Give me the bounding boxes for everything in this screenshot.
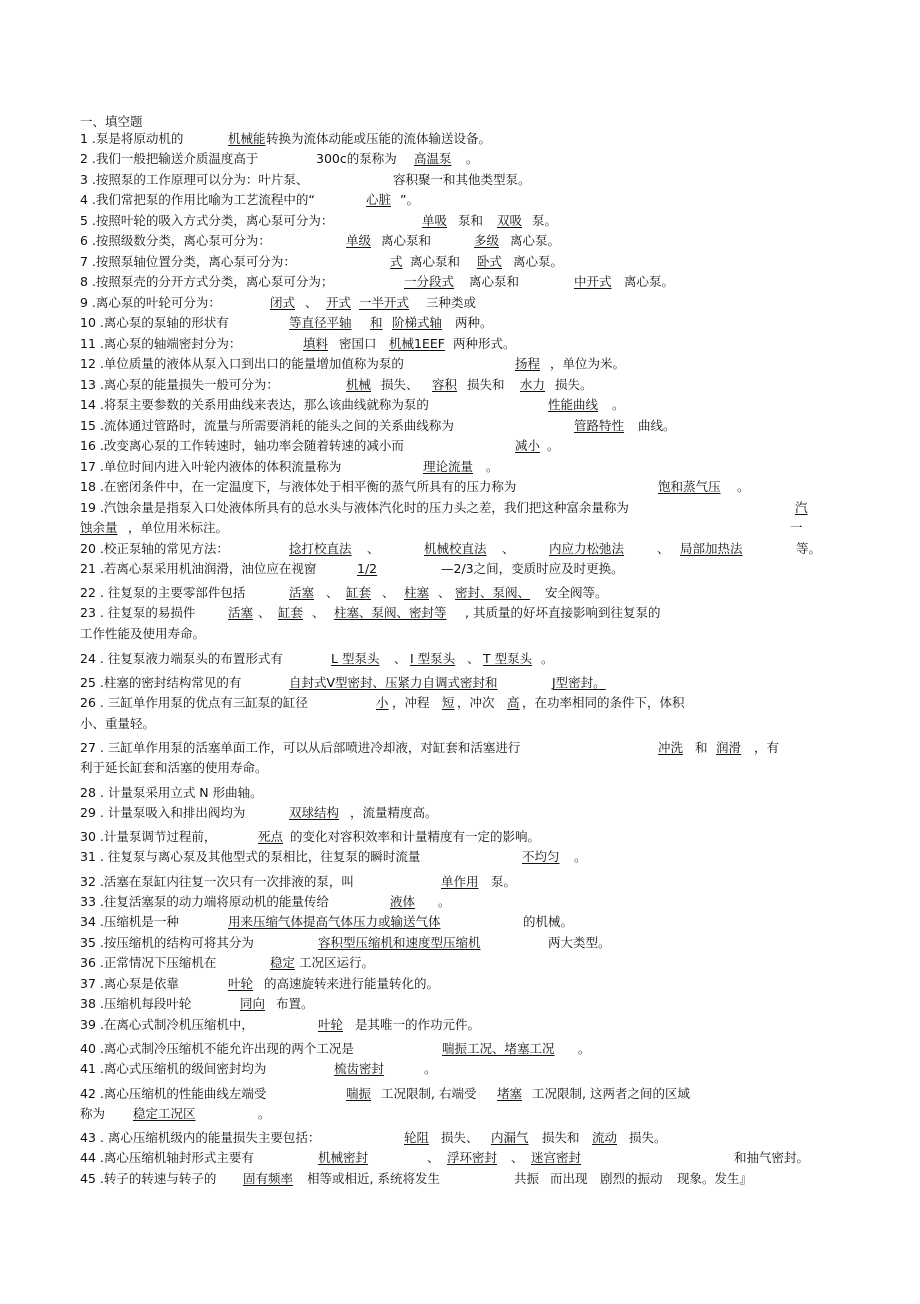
question-text: 26 . 三缸单作用泵的优点有三缸泵的缸径 <box>80 695 308 710</box>
question-text: 25 .柱塞的密封结构常见的有 <box>80 675 242 690</box>
question-text: 、 <box>502 541 515 556</box>
blank-answer: 内漏气 <box>491 1130 529 1145</box>
blank-answer: 内应力松弛法 <box>549 541 625 556</box>
question-text: 9 .离心泵的叶轮可分为： <box>80 295 221 310</box>
blank-answer: 水力 <box>520 377 546 392</box>
question-text: 损失、 <box>441 1130 479 1145</box>
question-line <box>0 334 920 354</box>
question-text: 、 <box>367 541 380 556</box>
question-text: 16 .改变离心泵的工作转速时，轴功率会随着转速的减小而 <box>80 438 404 453</box>
question-text: 。 <box>438 894 451 909</box>
blank-answer: 梳齿密封 <box>334 1061 385 1076</box>
question-text: 、 <box>427 1150 440 1165</box>
question-line <box>0 477 920 497</box>
blank-answer: 同向 <box>240 996 266 1011</box>
question-text: 的高速旋转来进行能量转化的。 <box>264 976 440 991</box>
question-line <box>0 1128 920 1148</box>
question-text: 共振 <box>514 1171 540 1186</box>
question-text: 两大类型。 <box>548 935 611 950</box>
question-text: 、 <box>305 295 318 310</box>
question-text: ，冲次 <box>457 695 495 710</box>
blank-answer: 缸套 <box>278 605 304 620</box>
question-text: 两种形式。 <box>453 336 516 351</box>
blank-answer: 轮阻 <box>404 1130 430 1145</box>
blank-answer: 扬程 <box>515 356 541 371</box>
question-line <box>0 974 920 994</box>
question-line <box>0 1169 920 1189</box>
blank-answer: 叶轮 <box>228 976 254 991</box>
blank-answer: 单吸 <box>422 213 448 228</box>
question-text: 1 .泵是将原动机的 <box>80 131 184 146</box>
question-line <box>0 518 920 538</box>
section-title-text: 一、填空题 <box>80 114 143 129</box>
blank-answer: 机械能 <box>228 131 266 146</box>
blank-answer: 等直径平轴 <box>289 315 352 330</box>
blank-answer: 浮环密封 <box>447 1150 498 1165</box>
question-text: 泵和 <box>458 213 484 228</box>
question-text: 3 .按照泵的工作原理可以分为：叶片泵、 <box>80 172 309 187</box>
blank-answer: 一半开式 <box>359 295 410 310</box>
question-text: 小、重量轻。 <box>80 716 156 731</box>
question-text: 利于延长缸套和活塞的使用寿命。 <box>80 760 268 775</box>
question-line <box>0 953 920 973</box>
blank-answer: 死点 <box>258 829 284 844</box>
question-line <box>0 912 920 932</box>
question-text: 37 .离心泵是依靠 <box>80 976 179 991</box>
question-text: 42 .离心压缩机的性能曲线左端受 <box>80 1086 267 1101</box>
question-text: 称为 <box>80 1106 106 1121</box>
question-text: 36 .正常情况下压缩机在 <box>80 955 217 970</box>
question-text: 、 <box>312 605 325 620</box>
question-text: 40 .离心式制冷压缩机不能允许出现的两个工况是 <box>80 1041 354 1056</box>
question-line <box>0 129 920 149</box>
blank-answer: 流动 <box>592 1130 618 1145</box>
question-text: 。 <box>424 1061 437 1076</box>
question-text: ”。 <box>400 192 419 207</box>
question-line <box>0 211 920 231</box>
blank-answer: 容积 <box>432 377 458 392</box>
question-line <box>0 872 920 892</box>
question-text: 21 .若离心泵采用机油润滑，油位应在视窗 <box>80 561 317 576</box>
question-text: 的变化对容积效率和计量精度有一定的影响。 <box>290 829 541 844</box>
blank-answer: 双球结构 <box>289 805 340 820</box>
question-text: 、 <box>394 651 407 666</box>
question-text: 是其唯一的作功元件。 <box>355 1017 481 1032</box>
question-text: 4 .我们常把泵的作用比喻为工艺流程中的“ <box>80 192 315 207</box>
blank-answer: I 型泵头 <box>410 651 456 666</box>
blank-answer: 机械 <box>346 377 372 392</box>
question-text: 32 .活塞在泵缸内往复一次只有一次排液的泵，叫 <box>80 874 354 889</box>
question-line <box>0 416 920 436</box>
blank-answer: 冲洗 <box>658 740 684 755</box>
blank-answer: 稳定 <box>270 955 296 970</box>
blank-answer: 稳定工况区 <box>133 1106 196 1121</box>
question-text: 19 .汽蚀余量是指泵入口处液体所具有的总水头与液体汽化时的压力头之差，我们把这种富余量称为 <box>80 500 629 515</box>
question-line <box>0 395 920 415</box>
question-text: 安全阀等。 <box>545 585 608 600</box>
blank-answer: 填料 <box>303 336 329 351</box>
question-line <box>0 583 920 603</box>
question-text: 转换为流体动能或压能的流体输送设备。 <box>266 131 492 146</box>
blank-answer: 机械校直法 <box>424 541 487 556</box>
blank-answer: 短 <box>442 695 455 710</box>
question-text: 。 <box>574 849 587 864</box>
question-text: 、 <box>657 541 670 556</box>
blank-answer: 局部加热法 <box>680 541 743 556</box>
question-text: 34 .压缩机是一种 <box>80 914 179 929</box>
question-text: 、 <box>326 585 339 600</box>
question-line <box>0 559 920 579</box>
question-text: 离心泵。 <box>510 233 561 248</box>
question-text: 工作性能及使用寿命。 <box>80 626 206 641</box>
question-text: 等。 <box>796 541 822 556</box>
question-text: 10 .离心泵的泵轴的形状有 <box>80 315 229 330</box>
question-text: 损失和 <box>542 1130 580 1145</box>
question-text: 三种类或 <box>426 295 477 310</box>
question-text: 的机械。 <box>523 914 574 929</box>
question-text: 7 .按照泵轴位置分类，离心泵可分为： <box>80 254 296 269</box>
question-line <box>0 758 920 778</box>
question-text: 离心泵和 <box>410 254 461 269</box>
question-line <box>0 1059 920 1079</box>
blank-answer: 柱塞、泵阀、密封等 <box>334 605 447 620</box>
question-text: 11 .离心泵的轴端密封分为： <box>80 336 242 351</box>
question-text: 30 .计量泵调节过程前， <box>80 829 217 844</box>
question-text: ，单位用米标注。 <box>128 520 229 535</box>
blank-answer: 开式 <box>326 295 352 310</box>
question-text: 8 .按照泵壳的分开方式分类，离心泵可分为； <box>80 274 334 289</box>
blank-answer: 高温泵 <box>414 151 452 166</box>
question-text: 6 .按照级数分类，离心泵可分为： <box>80 233 271 248</box>
question-text: 23 . 往复泵的易损件 <box>80 605 196 620</box>
question-text: 33 .往复活塞泵的动力端将原动机的能量传给 <box>80 894 329 909</box>
question-line <box>0 803 920 823</box>
question-line <box>0 892 920 912</box>
question-text: 18 .在密闭条件中，在一定温度下，与液体处于相平衡的蒸气所具有的压力称为 <box>80 479 517 494</box>
blank-answer: 固有频率 <box>243 1171 294 1186</box>
question-text: 和抽气密封。 <box>734 1150 810 1165</box>
question-text: 密国口 <box>339 336 377 351</box>
question-text: 现象。发生』 <box>677 1171 753 1186</box>
blank-answer: 闭式 <box>270 295 296 310</box>
question-line <box>0 603 920 623</box>
blank-answer: 机械1EEF <box>389 336 445 351</box>
question-line <box>0 149 920 169</box>
question-text: 。 <box>541 651 554 666</box>
question-line <box>0 673 920 693</box>
blank-answer: 阶梯式轴 <box>392 315 443 330</box>
question-text: 、 <box>438 585 451 600</box>
question-text: 离心泵。 <box>513 254 564 269</box>
question-line <box>0 1039 920 1059</box>
question-line <box>0 539 920 559</box>
question-text: 20 .校正泵轴的常见方法： <box>80 541 229 556</box>
question-line <box>0 994 920 1014</box>
blank-answer: J型密封。 <box>552 675 606 690</box>
question-text: 容积聚一和其他类型泵。 <box>393 172 531 187</box>
question-line <box>0 252 920 272</box>
blank-answer: 叶轮 <box>318 1017 344 1032</box>
blank-answer: 机械密封 <box>318 1150 369 1165</box>
question-line <box>0 847 920 867</box>
question-line <box>0 457 920 477</box>
blank-answer: 饱和蒸气压 <box>658 479 721 494</box>
question-line <box>0 170 920 190</box>
blank-answer: 双吸 <box>497 213 523 228</box>
question-text: 、 <box>467 651 480 666</box>
question-line <box>0 354 920 374</box>
blank-answer: 柱塞 <box>404 585 430 600</box>
question-text: 损失、 <box>381 377 419 392</box>
question-line <box>0 272 920 292</box>
blank-answer: 喘振 <box>346 1086 372 1101</box>
question-text: 44 .离心压缩机轴封形式主要有 <box>80 1150 254 1165</box>
question-text: 损失。 <box>555 377 593 392</box>
question-line <box>0 783 920 803</box>
question-text: 离心泵。 <box>624 274 675 289</box>
blank-answer: 活塞 <box>228 605 254 620</box>
blank-answer: L 型泵头 <box>331 651 380 666</box>
blank-answer: 理论流量 <box>423 459 474 474</box>
question-text: 损失和 <box>467 377 505 392</box>
question-text: 12 .单位质量的液体从泵入口到出口的能量增加值称为泵的 <box>80 356 404 371</box>
blank-answer: 迷宫密封 <box>531 1150 582 1165</box>
question-line <box>0 436 920 456</box>
question-line <box>0 738 920 758</box>
blank-answer: 喘振工况、堵塞工况 <box>442 1041 555 1056</box>
blank-answer: 中开式 <box>574 274 612 289</box>
question-line <box>0 1148 920 1168</box>
question-text: 和 <box>695 740 708 755</box>
blank-answer: 一分段式 <box>404 274 455 289</box>
question-text: 而出现 <box>550 1171 588 1186</box>
blank-answer: 汽 <box>795 500 808 515</box>
question-line <box>0 827 920 847</box>
question-text: ，单位为米。 <box>550 356 626 371</box>
question-text: 相等或相近, 系统将发生 <box>307 1171 440 1186</box>
question-text: 、 <box>511 1150 524 1165</box>
question-text: 17 .单位时间内进入叶轮内液体的体积流量称为 <box>80 459 342 474</box>
blank-answer: 用来压缩气体提高气体压力或输送气体 <box>228 914 441 929</box>
question-text: 。 <box>486 459 499 474</box>
question-text: 35 .按压缩机的结构可将其分为 <box>80 935 254 950</box>
question-line <box>0 231 920 251</box>
blank-answer: 心脏 <box>366 192 392 207</box>
question-line <box>0 714 920 734</box>
question-line <box>0 313 920 333</box>
question-text: 。 <box>737 479 750 494</box>
question-text: 22 . 往复泵的主要零部件包括 <box>80 585 246 600</box>
question-text: 离心泵和 <box>469 274 520 289</box>
question-text: ，流量精度高。 <box>350 805 438 820</box>
question-text: 。 <box>547 438 560 453</box>
question-text: 24 . 往复泵液力端泵头的布置形式有 <box>80 651 283 666</box>
question-line <box>0 1015 920 1035</box>
blank-answer: 多级 <box>474 233 500 248</box>
question-text: 38 .压缩机每段叶轮 <box>80 996 192 1011</box>
question-text: 29 . 计量泵吸入和排出阀均为 <box>80 805 246 820</box>
question-text: 2 .我们一般把输送介质温度高于 <box>80 151 259 166</box>
question-text: 剧烈的振动 <box>600 1171 663 1186</box>
question-text: ，有 <box>754 740 780 755</box>
blank-answer: 和 <box>370 315 383 330</box>
blank-answer: 缸套 <box>346 585 372 600</box>
question-text: 39 .在离心式制冷机压缩机中， <box>80 1017 254 1032</box>
question-text: 14 .将泵主要参数的关系用曲线来表达，那么该曲线就称为泵的 <box>80 397 429 412</box>
question-text: 工况限制, 右端受 <box>381 1086 477 1101</box>
question-text: 一 <box>790 520 803 535</box>
blank-answer: 减小 <box>515 438 541 453</box>
question-text: 。 <box>258 1106 271 1121</box>
question-text: 两种。 <box>455 315 493 330</box>
question-text: 损失。 <box>629 1130 667 1145</box>
question-text: 泵。 <box>491 874 517 889</box>
question-text: —2/3之间，变质时应及时更换。 <box>441 561 624 576</box>
question-text: 45 .转子的转速与转子的 <box>80 1171 217 1186</box>
blank-answer: 性能曲线 <box>548 397 599 412</box>
question-text: 28 . 计量泵采用立式 N 形曲轴。 <box>80 785 263 800</box>
blank-answer: 容积型压缩机和速度型压缩机 <box>318 935 481 950</box>
question-line <box>0 498 920 518</box>
blank-answer: 蚀余量 <box>80 520 118 535</box>
question-line <box>0 649 920 669</box>
question-text: 布置。 <box>276 996 314 1011</box>
question-line <box>0 190 920 210</box>
blank-answer: T 型泵头 <box>483 651 533 666</box>
blank-answer: 液体 <box>390 894 416 909</box>
question-text: 、 <box>382 585 395 600</box>
question-text: 工况限制, 这两者之间的区域 <box>532 1086 690 1101</box>
blank-answer: 1/2 <box>357 561 378 576</box>
question-line <box>0 624 920 644</box>
question-text: 13 .离心泵的能量损失一般可分为： <box>80 377 279 392</box>
question-text: 300c的泵称为 <box>316 151 397 166</box>
blank-answer: 管路特性 <box>574 418 625 433</box>
question-text: 曲线。 <box>638 418 676 433</box>
question-line <box>0 375 920 395</box>
question-text: 。 <box>578 1041 591 1056</box>
blank-answer: 润滑 <box>716 740 742 755</box>
blank-answer: 活塞 <box>289 585 315 600</box>
question-text: 15 .流体通过管路时，流量与所需要消耗的能头之间的关系曲线称为 <box>80 418 454 433</box>
question-text: 泵。 <box>532 213 558 228</box>
blank-answer: 小 <box>376 695 389 710</box>
question-line <box>0 1084 920 1104</box>
question-line <box>0 1104 920 1124</box>
question-line <box>0 933 920 953</box>
question-line <box>0 693 920 713</box>
blank-answer: 单作用 <box>441 874 479 889</box>
blank-answer: 自封式V型密封、压紧力自调式密封和 <box>289 675 498 690</box>
blank-answer: 堵塞 <box>497 1086 523 1101</box>
blank-answer: 卧式 <box>477 254 503 269</box>
question-text: 27 . 三缸单作用泵的活塞单面工作，可以从后部喷进冷却液，对缸套和活塞进行 <box>80 740 521 755</box>
question-text: 41 .离心式压缩机的级间密封均为 <box>80 1061 267 1076</box>
blank-answer: 高 <box>507 695 520 710</box>
question-text: 。 <box>466 151 479 166</box>
question-text: 工况区运行。 <box>299 955 375 970</box>
blank-answer: 不均匀 <box>522 849 560 864</box>
question-text: 、 <box>258 605 271 620</box>
question-text: , 其质量的好坏直接影响到往复泵的 <box>465 605 661 620</box>
question-text: 5 .按照叶轮的吸入方式分类，离心泵可分为： <box>80 213 334 228</box>
question-text: 。 <box>612 397 625 412</box>
question-text: ，在功率相同的条件下，体积 <box>522 695 685 710</box>
question-line <box>0 293 920 313</box>
blank-answer: 密封、泵阀、 <box>455 585 531 600</box>
blank-answer: 捻打校直法 <box>289 541 352 556</box>
question-text: ，冲程 <box>392 695 430 710</box>
question-text: 离心泵和 <box>381 233 432 248</box>
blank-answer: 式 <box>390 254 403 269</box>
question-text: 31 . 往复泵与离心泵及其他型式的泵相比，往复泵的瞬时流量 <box>80 849 421 864</box>
question-text: 43 . 离心压缩机级内的能量损失主要包括： <box>80 1130 321 1145</box>
blank-answer: 单级 <box>346 233 372 248</box>
